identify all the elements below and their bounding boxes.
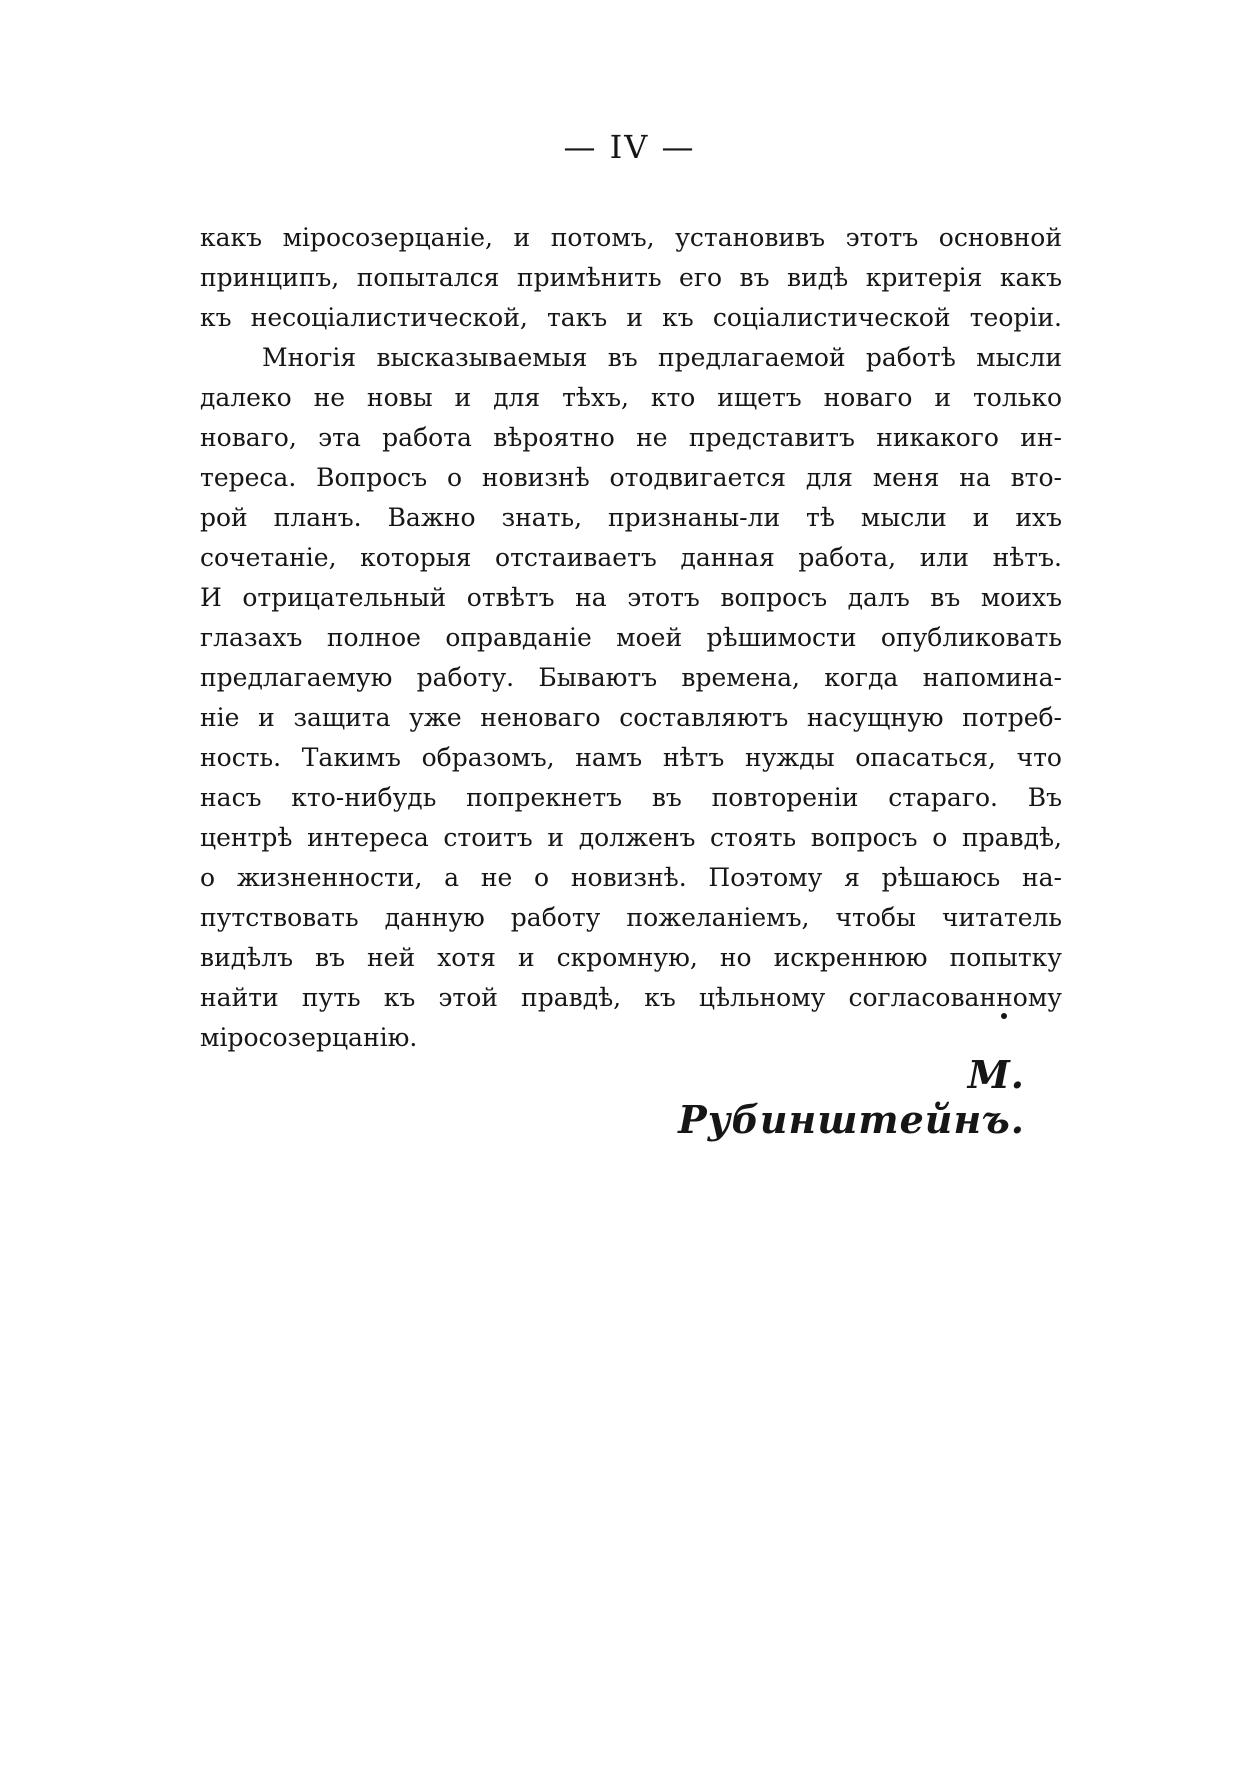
text-line: глазахъ полное оправданіе моей рѣшимости опубликовать — [200, 623, 1062, 652]
text-line: сочетаніе, которыя отстаиваетъ данная работа, или нѣтъ. — [200, 543, 1062, 572]
text-line: къ несоціалистической, такъ и къ соціалистической теоріи. — [200, 303, 1062, 332]
text-line: далеко не новы и для тѣхъ, кто ищетъ новаго и только — [200, 383, 1062, 412]
text-line: предлагаемую работу. Бываютъ времена, когда напомина- — [200, 663, 1062, 692]
text-line: И отрицательный отвѣтъ на этотъ вопросъ далъ въ моихъ — [200, 583, 1062, 612]
text-line: принципъ, попытался примѣнить его въ видѣ критерія какъ — [200, 263, 1062, 292]
text-line: найти путь къ этой правдѣ, къ цѣльному согласованному — [200, 983, 1062, 1012]
text-line: тереса. Вопросъ о новизнѣ отодвигается для меня на вто- — [200, 463, 1062, 492]
text-line: о жизненности, а не о новизнѣ. Поэтому я рѣшаюсь на- — [200, 863, 1062, 892]
text-line: Многія высказываемыя въ предлагаемой работѣ мысли — [262, 343, 1062, 372]
text-line: центрѣ интереса стоитъ и долженъ стоять вопросъ о правдѣ, — [200, 823, 1062, 852]
text-line: видѣлъ въ ней хотя и скромную, но искреннюю попытку — [200, 943, 1062, 972]
body-text — [200, 218, 1062, 1058]
ink-dot — [1001, 1013, 1007, 1019]
text-line: рой планъ. Важно знать, признаны-ли тѣ мысли и ихъ — [200, 503, 1062, 532]
text-line: путствовать данную работу пожеланіемъ, чтобы читатель — [200, 903, 1062, 932]
text-line: міросозерцанію. — [200, 1023, 418, 1052]
text-line: ніе и защита уже неноваго составляютъ насущную потреб- — [200, 703, 1062, 732]
text-line: насъ кто-нибудь попрекнетъ въ повтореніи стараго. Въ — [200, 783, 1062, 812]
text-line: новаго, эта работа вѣроятно не представитъ никакого ин- — [200, 423, 1062, 452]
text-line: какъ міросозерцаніе, и потомъ, установивъ этотъ основной — [200, 223, 1062, 252]
page-number: — IV — — [563, 128, 696, 166]
signature: М. Рубинштейнъ. — [678, 1052, 1025, 1142]
text-line: ность. Такимъ образомъ, намъ нѣтъ нужды опасаться, что — [200, 743, 1062, 772]
